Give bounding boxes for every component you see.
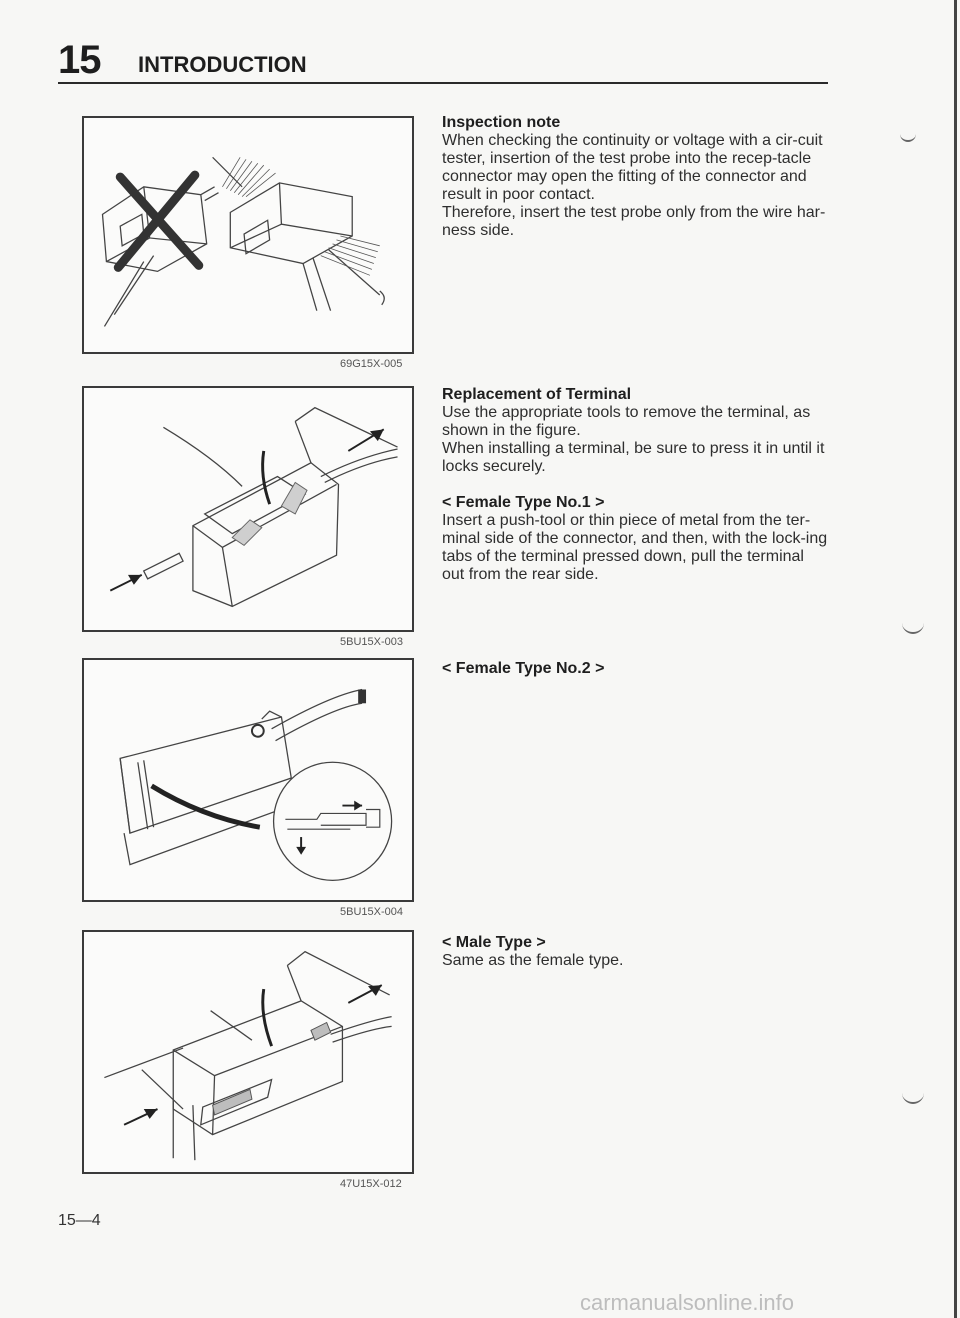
figure-connector-probe — [82, 116, 414, 354]
female-type-2-section — [442, 660, 828, 678]
female-type-1-heading: < Female Type No.1 > — [442, 494, 605, 511]
female-type-2-illustration — [84, 660, 412, 900]
female-type-1-section — [442, 494, 828, 584]
female-type-2-heading: < Female Type No.2 > — [442, 660, 605, 677]
connector-probe-illustration — [84, 118, 412, 352]
female-terminal-removal-illustration — [84, 388, 412, 630]
watermark: carmanualsonline.info — [580, 1290, 795, 1315]
margin-mark — [902, 1090, 924, 1104]
section-title: INTRODUCTION — [138, 52, 307, 77]
margin-mark — [902, 620, 924, 634]
female-type-1-body: Insert a push-tool or thin piece of metal from the ter-minal side of the connector, and then, with the lock-ing tabs of the terminal pressed down, pull the terminal out from the rear side. — [442, 512, 828, 583]
page-header — [58, 38, 828, 86]
inspection-note-section — [442, 114, 828, 240]
section-number: 15 — [58, 38, 101, 82]
inspection-note-body-2: Therefore, insert the test probe only from the wire har-ness side. — [442, 204, 826, 239]
header-rule — [58, 82, 828, 84]
figure-female-type-2 — [82, 658, 414, 902]
page-number: 15—4 — [58, 1212, 101, 1229]
replacement-body-2: When installing a terminal, be sure to press it in until it locks securely. — [442, 440, 825, 475]
figure-id: 5BU15X-003 — [340, 636, 403, 648]
figure-male-type — [82, 930, 414, 1174]
figure-id: 69G15X-005 — [340, 358, 403, 370]
page-edge-line — [954, 0, 957, 1318]
male-terminal-removal-illustration — [84, 932, 412, 1172]
figure-id: 5BU15X-004 — [340, 906, 403, 918]
inspection-note-body: When checking the continuity or voltage with a cir-cuit tester, insertion of the test probe into the recep-tacle connector may open the fitting of the connector and result in poor contact. — [442, 132, 823, 203]
replacement-heading: Replacement of Terminal — [442, 386, 632, 403]
inspection-note-heading: Inspection note — [442, 114, 561, 131]
male-type-section — [442, 934, 828, 970]
figure-id: 47U15X-012 — [340, 1178, 402, 1190]
replacement-body: Use the appropriate tools to remove the terminal, as shown in the figure. — [442, 404, 811, 439]
replacement-section — [442, 386, 828, 476]
figure-female-type-1 — [82, 386, 414, 632]
male-type-heading: < Male Type > — [442, 934, 546, 951]
male-type-body: Same as the female type. — [442, 952, 624, 969]
margin-mark — [900, 134, 916, 142]
